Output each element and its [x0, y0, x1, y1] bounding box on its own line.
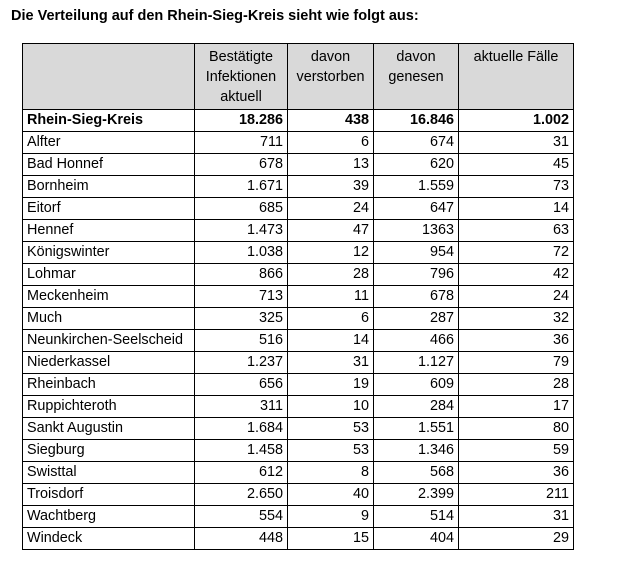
deceased-cell: 10	[288, 396, 374, 418]
confirmed-cell: 311	[195, 396, 288, 418]
region-cell: Swisttal	[23, 462, 195, 484]
table-row	[23, 132, 574, 154]
confirmed-cell: 685	[195, 198, 288, 220]
region-cell: Königswinter	[23, 242, 195, 264]
deceased-cell: 39	[288, 176, 374, 198]
current-cases-cell: 73	[459, 176, 574, 198]
recovered-cell: 609	[374, 374, 459, 396]
recovered-cell: 514	[374, 506, 459, 528]
recovered-cell: 796	[374, 264, 459, 286]
region-cell: Alfter	[23, 132, 195, 154]
recovered-cell: 647	[374, 198, 459, 220]
recovered-cell: 568	[374, 462, 459, 484]
deceased-cell: 6	[288, 308, 374, 330]
region-cell: Bornheim	[23, 176, 195, 198]
deceased-cell: 40	[288, 484, 374, 506]
current-cases-cell: 63	[459, 220, 574, 242]
confirmed-cell: 516	[195, 330, 288, 352]
table-row-total	[23, 110, 574, 132]
deceased-cell: 438	[288, 110, 374, 132]
region-cell: Much	[23, 308, 195, 330]
confirmed-cell: 711	[195, 132, 288, 154]
region-cell: Ruppichteroth	[23, 396, 195, 418]
current-cases-cell: 36	[459, 462, 574, 484]
confirmed-cell: 612	[195, 462, 288, 484]
deceased-cell: 15	[288, 528, 374, 550]
current-cases-cell: 14	[459, 198, 574, 220]
current-cases-cell: 211	[459, 484, 574, 506]
table-row	[23, 352, 574, 374]
region-cell: Siegburg	[23, 440, 195, 462]
region-cell: Rhein-Sieg-Kreis	[23, 110, 195, 132]
deceased-cell: 14	[288, 330, 374, 352]
table-body	[23, 110, 574, 550]
table-row	[23, 418, 574, 440]
current-cases-cell: 42	[459, 264, 574, 286]
recovered-cell: 1.346	[374, 440, 459, 462]
current-cases-cell: 1.002	[459, 110, 574, 132]
current-cases-cell: 45	[459, 154, 574, 176]
recovered-cell: 1363	[374, 220, 459, 242]
page-heading: Die Verteilung auf den Rhein-Sieg-Kreis sieht wie folgt aus:	[11, 8, 419, 24]
table-row	[23, 220, 574, 242]
table-row	[23, 330, 574, 352]
table-row	[23, 484, 574, 506]
region-cell: Rheinbach	[23, 374, 195, 396]
confirmed-cell: 1.237	[195, 352, 288, 374]
current-cases-cell: 28	[459, 374, 574, 396]
current-cases-cell: 24	[459, 286, 574, 308]
confirmed-cell: 1.458	[195, 440, 288, 462]
region-cell: Wachtberg	[23, 506, 195, 528]
case-distribution-table	[22, 43, 574, 550]
deceased-cell: 19	[288, 374, 374, 396]
current-cases-cell: 31	[459, 506, 574, 528]
confirmed-cell: 713	[195, 286, 288, 308]
table-row	[23, 374, 574, 396]
confirmed-cell: 678	[195, 154, 288, 176]
current-cases-cell: 59	[459, 440, 574, 462]
confirmed-cell: 1.671	[195, 176, 288, 198]
confirmed-cell: 448	[195, 528, 288, 550]
deceased-cell: 11	[288, 286, 374, 308]
table-row	[23, 176, 574, 198]
confirmed-cell: 18.286	[195, 110, 288, 132]
current-cases-cell: 31	[459, 132, 574, 154]
recovered-cell: 678	[374, 286, 459, 308]
deceased-cell: 53	[288, 418, 374, 440]
recovered-cell: 1.551	[374, 418, 459, 440]
header-current-cases: aktuelle Fälle	[459, 44, 574, 110]
table-row	[23, 308, 574, 330]
deceased-cell: 9	[288, 506, 374, 528]
table-row	[23, 396, 574, 418]
deceased-cell: 31	[288, 352, 374, 374]
deceased-cell: 24	[288, 198, 374, 220]
confirmed-cell: 1.473	[195, 220, 288, 242]
table-row	[23, 528, 574, 550]
recovered-cell: 674	[374, 132, 459, 154]
recovered-cell: 954	[374, 242, 459, 264]
confirmed-cell: 866	[195, 264, 288, 286]
region-cell: Windeck	[23, 528, 195, 550]
region-cell: Troisdorf	[23, 484, 195, 506]
recovered-cell: 466	[374, 330, 459, 352]
confirmed-cell: 2.650	[195, 484, 288, 506]
recovered-cell: 287	[374, 308, 459, 330]
current-cases-cell: 80	[459, 418, 574, 440]
region-cell: Lohmar	[23, 264, 195, 286]
confirmed-cell: 1.038	[195, 242, 288, 264]
table-row	[23, 506, 574, 528]
table-row	[23, 154, 574, 176]
recovered-cell: 1.559	[374, 176, 459, 198]
deceased-cell: 6	[288, 132, 374, 154]
table-row	[23, 440, 574, 462]
region-cell: Bad Honnef	[23, 154, 195, 176]
recovered-cell: 284	[374, 396, 459, 418]
current-cases-cell: 29	[459, 528, 574, 550]
table-row	[23, 264, 574, 286]
confirmed-cell: 325	[195, 308, 288, 330]
current-cases-cell: 17	[459, 396, 574, 418]
region-cell: Meckenheim	[23, 286, 195, 308]
recovered-cell: 16.846	[374, 110, 459, 132]
deceased-cell: 28	[288, 264, 374, 286]
recovered-cell: 404	[374, 528, 459, 550]
header-recovered: davon genesen	[374, 44, 459, 110]
deceased-cell: 53	[288, 440, 374, 462]
region-cell: Hennef	[23, 220, 195, 242]
table-header-row	[23, 44, 574, 110]
confirmed-cell: 1.684	[195, 418, 288, 440]
recovered-cell: 620	[374, 154, 459, 176]
current-cases-cell: 36	[459, 330, 574, 352]
deceased-cell: 47	[288, 220, 374, 242]
header-confirmed-infections: Bestätigte Infektionen aktuell	[195, 44, 288, 110]
region-cell: Sankt Augustin	[23, 418, 195, 440]
region-cell: Niederkassel	[23, 352, 195, 374]
table-row	[23, 286, 574, 308]
current-cases-cell: 79	[459, 352, 574, 374]
region-cell: Eitorf	[23, 198, 195, 220]
confirmed-cell: 554	[195, 506, 288, 528]
deceased-cell: 8	[288, 462, 374, 484]
table-row	[23, 462, 574, 484]
table-row	[23, 242, 574, 264]
region-cell: Neunkirchen-Seelscheid	[23, 330, 195, 352]
header-deceased: davon verstorben	[288, 44, 374, 110]
deceased-cell: 13	[288, 154, 374, 176]
table-row	[23, 198, 574, 220]
recovered-cell: 2.399	[374, 484, 459, 506]
current-cases-cell: 72	[459, 242, 574, 264]
current-cases-cell: 32	[459, 308, 574, 330]
recovered-cell: 1.127	[374, 352, 459, 374]
confirmed-cell: 656	[195, 374, 288, 396]
header-region	[23, 44, 195, 110]
deceased-cell: 12	[288, 242, 374, 264]
